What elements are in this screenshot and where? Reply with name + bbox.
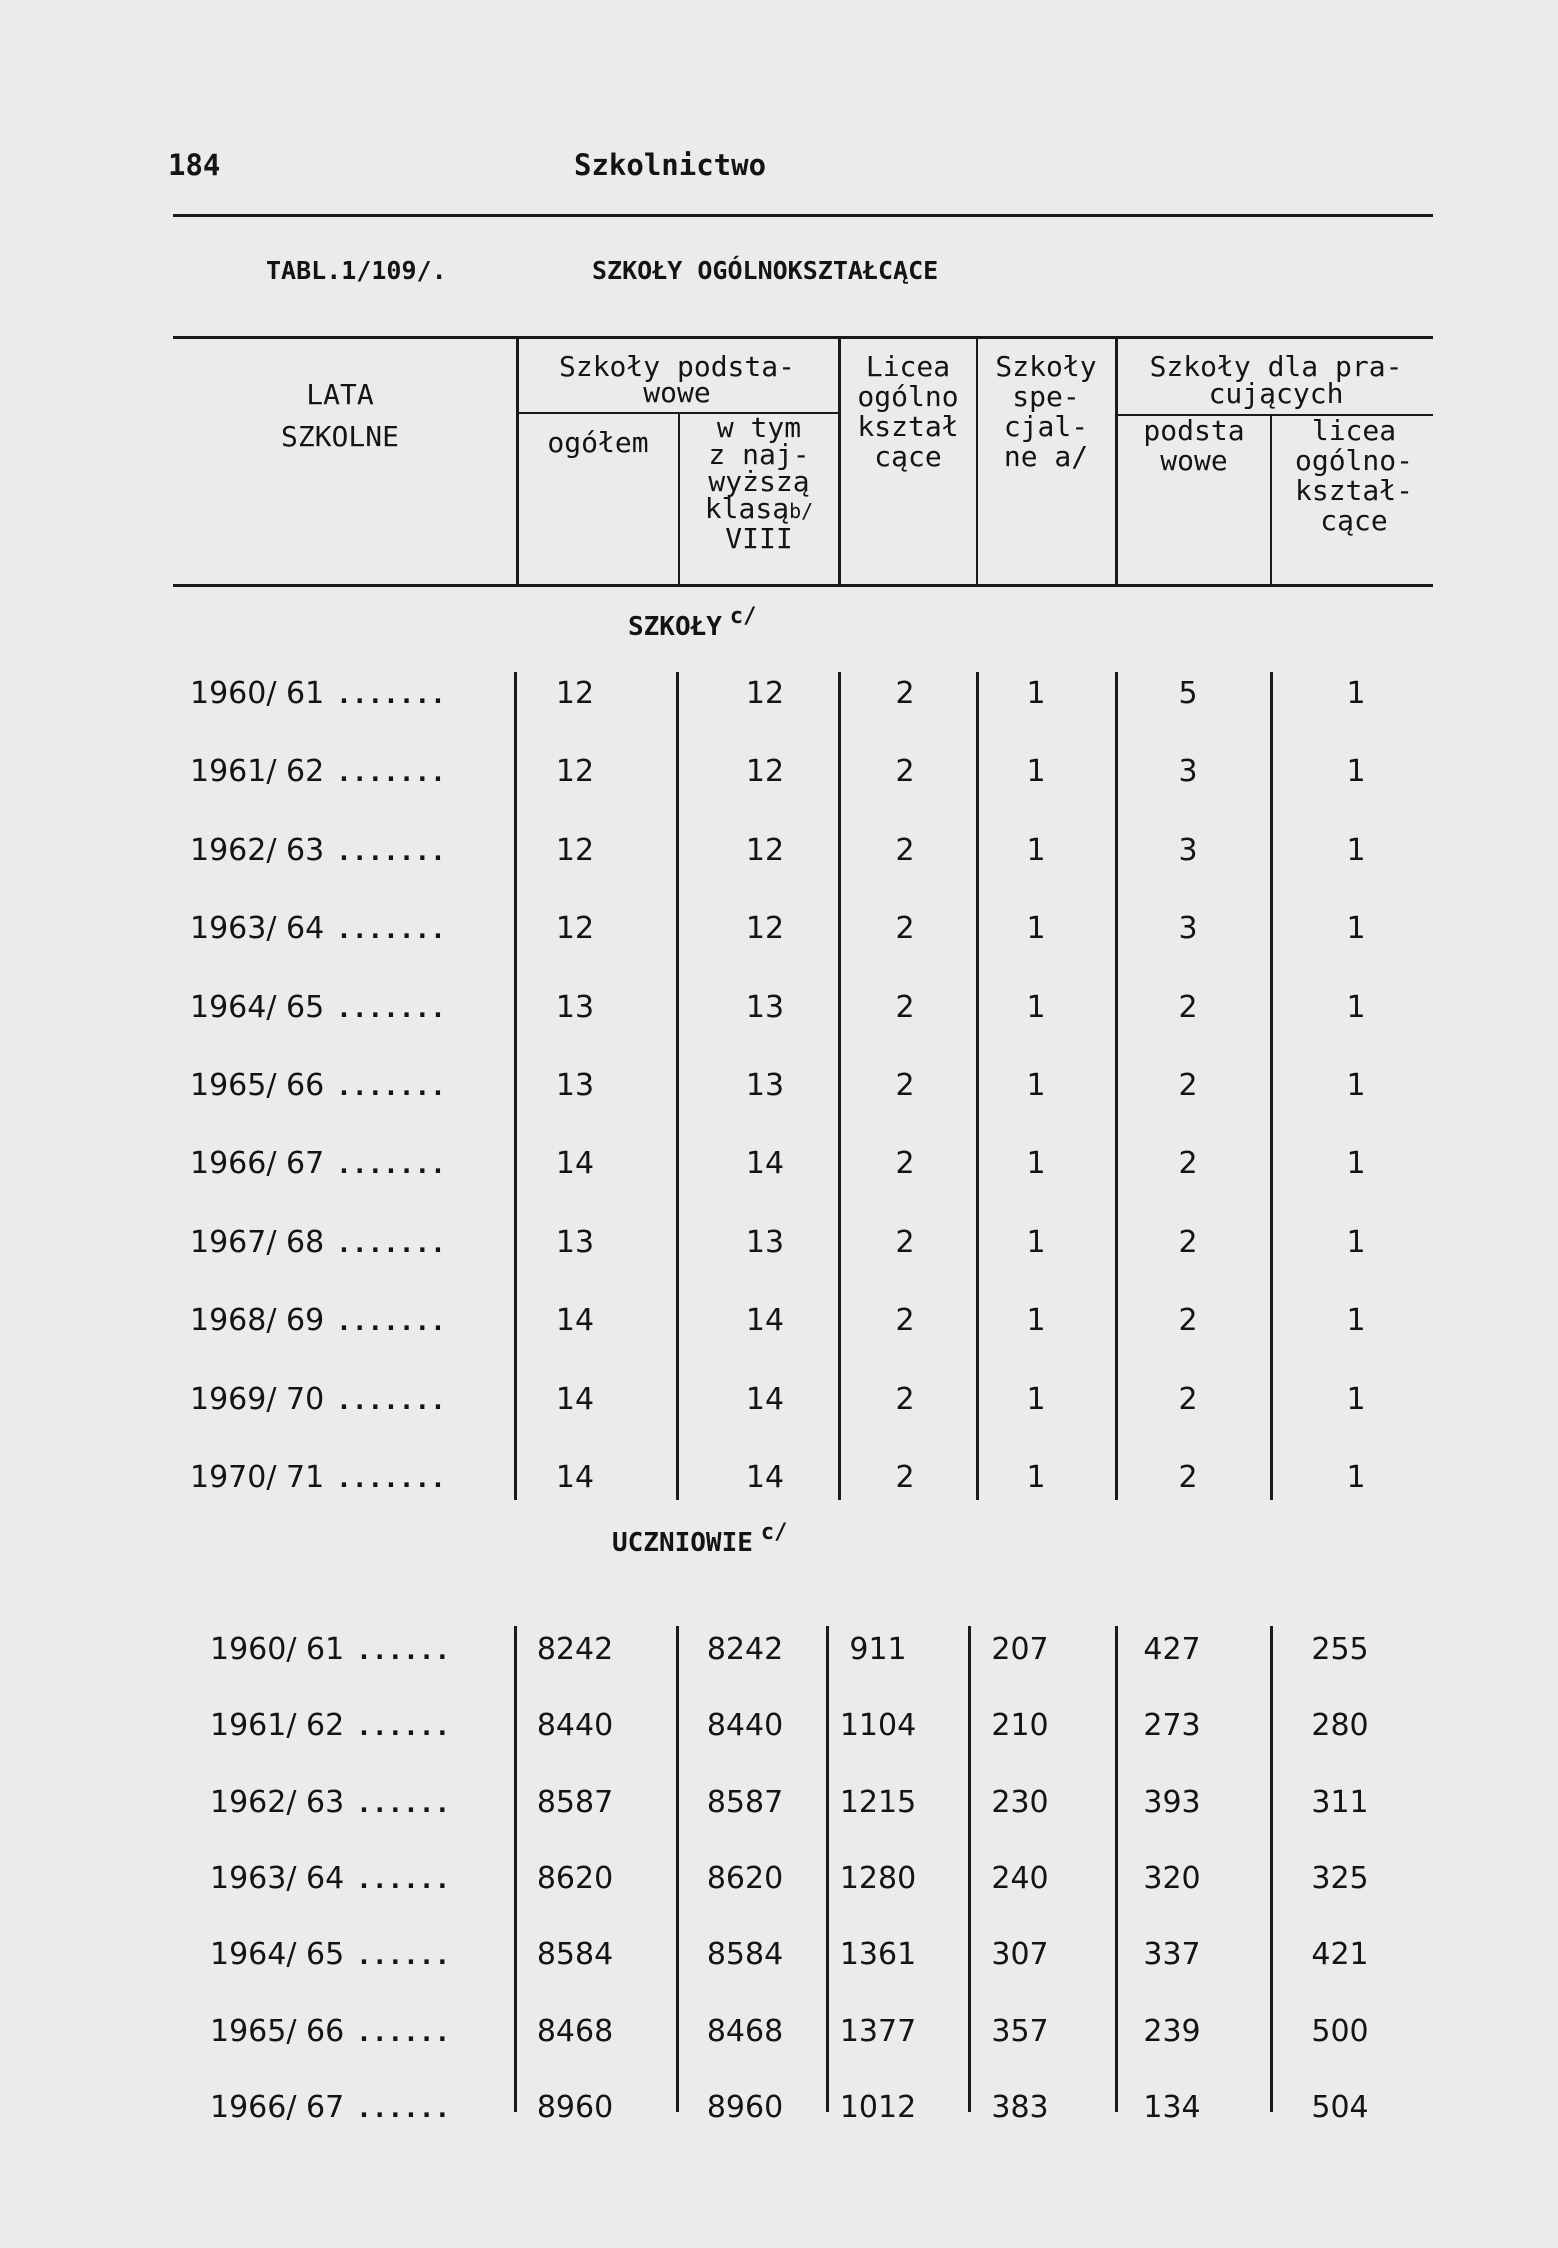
header-vline-2 [678, 414, 680, 584]
table-cell: 5 [1178, 676, 1198, 711]
header-special-line1: Szkoły [995, 350, 1097, 383]
row-year-label [190, 1146, 446, 1181]
table-cell: 421 [1311, 1937, 1369, 1973]
table-cell: 1 [1346, 1460, 1366, 1495]
row-leader-dots: ....... [336, 1228, 446, 1259]
header-special-line2: spe- [1012, 380, 1080, 413]
section-schools-note: c/ [729, 604, 757, 629]
table-cell: 207 [991, 1632, 1049, 1667]
table-cell: 2 [895, 1303, 915, 1339]
table-cell: 239 [1143, 2013, 1201, 2049]
table-cell: 1 [1346, 1224, 1366, 1260]
table-cell: 3 [1178, 832, 1198, 868]
row-leader-dots: ....... [336, 680, 446, 710]
table-cell: 8440 [706, 1708, 784, 1744]
header-years-line1: LATA [306, 378, 374, 411]
row-year-label [190, 911, 446, 946]
table-cell: 1215 [839, 1784, 917, 1820]
table-cell: 12 [555, 676, 595, 711]
table-cell: 13 [745, 1068, 785, 1103]
row-year-label [190, 1225, 446, 1260]
table-cell: 12 [745, 676, 785, 711]
table-cell: 273 [1143, 1708, 1201, 1744]
header-years-line2: SZKOLNE [280, 420, 399, 453]
table-cell: 8242 [706, 1632, 784, 1667]
row-year: 1962/ 63 [210, 1784, 345, 1820]
table-cell: 2 [895, 1224, 915, 1260]
header-workers-group [1120, 350, 1432, 410]
row-leader-dots: ...... [356, 1788, 451, 1819]
table-cell: 8620 [536, 1860, 614, 1896]
row-year: 1966/ 67 [190, 1146, 325, 1182]
table-cell: 14 [745, 1146, 785, 1182]
row-year-label [210, 2014, 450, 2049]
row-year: 1965/ 66 [190, 1068, 325, 1103]
table-cell: 14 [555, 1146, 595, 1182]
row-leader-dots: ...... [356, 1864, 451, 1895]
table-cell: 1 [1026, 1224, 1046, 1260]
table-cell: 12 [555, 832, 595, 868]
table-cell: 1 [1346, 1381, 1366, 1417]
header-viii-line3: wyższą [708, 465, 810, 498]
row-year: 1969/ 70 [190, 1381, 325, 1417]
table-cell: 311 [1311, 1784, 1369, 1820]
table-cell: 337 [1143, 1937, 1201, 1973]
row-year: 1964/ 65 [210, 1937, 345, 1973]
row-leader-dots: ....... [336, 836, 446, 867]
table-cell: 1 [1346, 754, 1366, 790]
row-leader-dots: ....... [336, 1307, 446, 1338]
header-viii-klasa: klasą [704, 492, 790, 525]
table-cell: 14 [745, 1381, 785, 1417]
table-cell: 1 [1026, 1303, 1046, 1339]
schools-vline-6 [1270, 672, 1273, 1500]
row-year-label [190, 1303, 446, 1338]
table-cell: 1 [1026, 832, 1046, 868]
table-cell: 2 [895, 989, 915, 1025]
table-cell: 8468 [706, 2013, 784, 2049]
table-cell: 13 [555, 989, 595, 1025]
table-cell: 210 [991, 1708, 1049, 1744]
row-year: 1961/ 62 [210, 1708, 345, 1744]
table-cell: 3 [1178, 754, 1198, 790]
table-cell: 1 [1026, 911, 1046, 947]
table-cell: 8584 [536, 1937, 614, 1973]
row-leader-dots: ....... [336, 1072, 446, 1102]
table-cell: 1 [1026, 754, 1046, 790]
table-cell: 2 [1178, 1381, 1198, 1417]
row-year-label [190, 990, 446, 1025]
page-number: 184 [168, 148, 221, 182]
row-leader-dots: ....... [336, 993, 446, 1024]
header-bottom-rule [173, 584, 1433, 587]
row-year: 1960/ 61 [210, 1632, 345, 1667]
row-year: 1968/ 69 [190, 1303, 325, 1339]
table-cell: 1012 [839, 2089, 917, 2125]
row-leader-dots: ....... [336, 1150, 446, 1181]
table-cell: 1 [1346, 1068, 1366, 1103]
table-cell: 504 [1311, 2089, 1369, 2125]
header-special [980, 352, 1112, 472]
table-cell: 14 [555, 1460, 595, 1495]
header-viii-line4 [682, 492, 836, 525]
table-cell: 8584 [706, 1937, 784, 1973]
table-cell: 13 [745, 1224, 785, 1260]
table-cell: 14 [745, 1460, 785, 1495]
row-year-label [210, 1785, 450, 1820]
row-year-label [190, 754, 446, 789]
header-wlicea-line3: kształ- [1294, 474, 1413, 507]
table-cell: 13 [745, 989, 785, 1025]
table-cell: 14 [555, 1303, 595, 1339]
row-leader-dots: ....... [336, 1385, 446, 1416]
header-years [230, 380, 450, 452]
header-wprimary-line2: wowe [1160, 444, 1228, 477]
table-cell: 1 [1346, 832, 1366, 868]
table-cell: 1 [1026, 676, 1046, 711]
header-licea [842, 352, 974, 472]
table-cell: 2 [895, 1460, 915, 1495]
section-students-note: c/ [760, 1520, 788, 1545]
header-primary-group [522, 350, 832, 409]
row-year: 1961/ 62 [190, 754, 325, 790]
table-cell: 500 [1311, 2013, 1369, 2049]
table-cell: 2 [895, 1068, 915, 1103]
row-year-label [210, 1708, 450, 1743]
row-year: 1964/ 65 [190, 989, 325, 1025]
table-cell: 8587 [536, 1784, 614, 1820]
header-licea-line4: cące [874, 440, 942, 473]
row-leader-dots: ....... [336, 758, 446, 789]
header-rule [173, 214, 1433, 217]
header-wlicea-line2: ogólno- [1294, 444, 1413, 477]
row-leader-dots: ....... [336, 1464, 446, 1494]
table-cell: 2 [895, 911, 915, 947]
row-leader-dots: ...... [356, 2093, 451, 2124]
row-year-label [190, 833, 446, 868]
header-primary-total: ogółem [547, 426, 649, 459]
row-year-label [210, 2090, 450, 2125]
row-leader-dots: ...... [356, 2017, 451, 2048]
table-cell: 1 [1346, 911, 1366, 947]
row-year: 1970/ 71 [190, 1460, 325, 1495]
table-cell: 2 [1178, 1303, 1198, 1339]
table-cell: 240 [991, 1860, 1049, 1896]
table-cell: 911 [849, 1632, 907, 1667]
schools-vline-2 [676, 672, 679, 1500]
header-special-line4: ne a/ [1003, 440, 1089, 473]
table-cell: 1 [1346, 676, 1366, 711]
table-cell: 1 [1026, 1381, 1046, 1417]
table-cell: 1280 [839, 1860, 917, 1896]
table-cell: 255 [1311, 1632, 1369, 1667]
row-year: 1963/ 64 [210, 1860, 345, 1896]
table-cell: 2 [1178, 1146, 1198, 1182]
header-special-line3: cjal- [1003, 410, 1089, 443]
row-year-label [190, 1460, 446, 1495]
table-cell: 357 [991, 2013, 1049, 2049]
table-cell: 2 [895, 832, 915, 868]
table-cell: 3 [1178, 911, 1198, 947]
row-year-label [190, 1382, 446, 1417]
header-vline-3 [838, 338, 841, 584]
table-cell: 280 [1311, 1708, 1369, 1744]
table-cell: 383 [991, 2089, 1049, 2125]
row-leader-dots: ....... [336, 915, 446, 946]
header-workers-primary [1120, 416, 1268, 476]
header-primary-line2: wowe [643, 376, 711, 409]
table-cell: 1 [1026, 989, 1046, 1025]
table-cell: 2 [1178, 989, 1198, 1025]
header-licea-line2: ogólno [857, 380, 959, 413]
header-vline-1 [516, 338, 519, 584]
row-year: 1963/ 64 [190, 911, 325, 947]
table-top-rule [173, 336, 1433, 339]
chapter-title: Szkolnictwo [574, 148, 767, 182]
table-cell: 1 [1026, 1460, 1046, 1495]
header-vline-6 [1270, 416, 1272, 584]
row-year: 1960/ 61 [190, 676, 325, 711]
table-cell: 427 [1143, 1632, 1201, 1667]
header-wprimary-line1: podsta [1143, 414, 1245, 447]
header-wlicea-line4: cące [1320, 504, 1388, 537]
row-year: 1965/ 66 [210, 2013, 345, 2049]
header-workers-line2: cujących [1208, 377, 1344, 410]
table-cell: 1 [1346, 989, 1366, 1025]
schools-vline-3 [838, 672, 841, 1500]
table-cell: 2 [1178, 1460, 1198, 1495]
table-cell: 8587 [706, 1784, 784, 1820]
table-cell: 8620 [706, 1860, 784, 1896]
table-cell: 307 [991, 1937, 1049, 1973]
table-cell: 12 [745, 832, 785, 868]
table-cell: 1 [1346, 1146, 1366, 1182]
table-cell: 1104 [839, 1708, 917, 1744]
table-cell: 2 [895, 676, 915, 711]
table-cell: 1361 [839, 1937, 917, 1973]
table-cell: 1 [1026, 1146, 1046, 1182]
table-cell: 8468 [536, 2013, 614, 2049]
header-workers-line1: Szkoły dla pra- [1149, 350, 1403, 383]
table-cell: 8960 [536, 2089, 614, 2125]
row-year: 1962/ 63 [190, 832, 325, 868]
table-cell: 2 [895, 754, 915, 790]
table-cell: 13 [555, 1224, 595, 1260]
table-cell: 230 [991, 1784, 1049, 1820]
header-licea-line1: Licea [865, 350, 951, 383]
row-year-label [210, 1937, 450, 1972]
section-students-text: UCZNIOWIE [612, 1528, 753, 1558]
header-viii-line2: z naj- [708, 438, 810, 471]
row-leader-dots: ...... [356, 1712, 451, 1743]
row-leader-dots: ...... [356, 1941, 451, 1972]
header-licea-line3: kształ [857, 410, 959, 443]
table-cell: 2 [895, 1146, 915, 1182]
table-cell: 134 [1143, 2089, 1201, 2125]
header-viii-line5: VIII [725, 522, 793, 555]
table-cell: 13 [555, 1068, 595, 1103]
table-cell: 14 [745, 1303, 785, 1339]
table-title: SZKOŁY OGÓLNOKSZTAŁCĄCE [592, 256, 939, 285]
table-cell: 8242 [536, 1632, 614, 1667]
row-year: 1966/ 67 [210, 2089, 345, 2125]
row-year-label [190, 1068, 446, 1103]
row-year-label [190, 676, 446, 711]
table-cell: 1377 [839, 2013, 917, 2049]
table-cell: 12 [745, 754, 785, 790]
students-vline-6 [1270, 1626, 1273, 2112]
table-cell: 12 [555, 911, 595, 947]
row-leader-dots: ...... [356, 1636, 451, 1666]
header-vline-4 [976, 338, 978, 584]
table-cell: 8960 [706, 2089, 784, 2125]
section-label-schools [628, 604, 757, 642]
section-label-students [612, 1520, 788, 1558]
header-primary-viii [682, 411, 836, 555]
table-cell: 12 [745, 911, 785, 947]
schools-vline-5 [1115, 672, 1118, 1500]
table-cell: 1 [1346, 1303, 1366, 1339]
table-cell: 2 [1178, 1068, 1198, 1103]
table-cell: 1 [1026, 1068, 1046, 1103]
row-year-label [210, 1861, 450, 1896]
header-vline-5 [1115, 338, 1118, 584]
section-schools-text: SZKOŁY [628, 612, 722, 642]
table-cell: 320 [1143, 1860, 1201, 1896]
header-workers-licea [1274, 416, 1434, 536]
row-year: 1967/ 68 [190, 1224, 325, 1260]
table-cell: 8440 [536, 1708, 614, 1744]
table-cell: 393 [1143, 1784, 1201, 1820]
table-cell: 14 [555, 1381, 595, 1417]
header-primary-line1: Szkoły podsta- [558, 350, 795, 383]
students-vline-2 [676, 1626, 679, 2112]
table-id: TABL.1/109/. [266, 256, 447, 285]
row-year-label [210, 1632, 450, 1667]
header-viii-line1: w tym [716, 411, 802, 444]
table-cell: 2 [1178, 1224, 1198, 1260]
table-cell: 2 [895, 1381, 915, 1417]
header-wlicea-line1: licea [1311, 414, 1397, 447]
table-cell: 325 [1311, 1860, 1369, 1896]
header-viii-note: b/ [789, 499, 814, 523]
table-cell: 12 [555, 754, 595, 790]
